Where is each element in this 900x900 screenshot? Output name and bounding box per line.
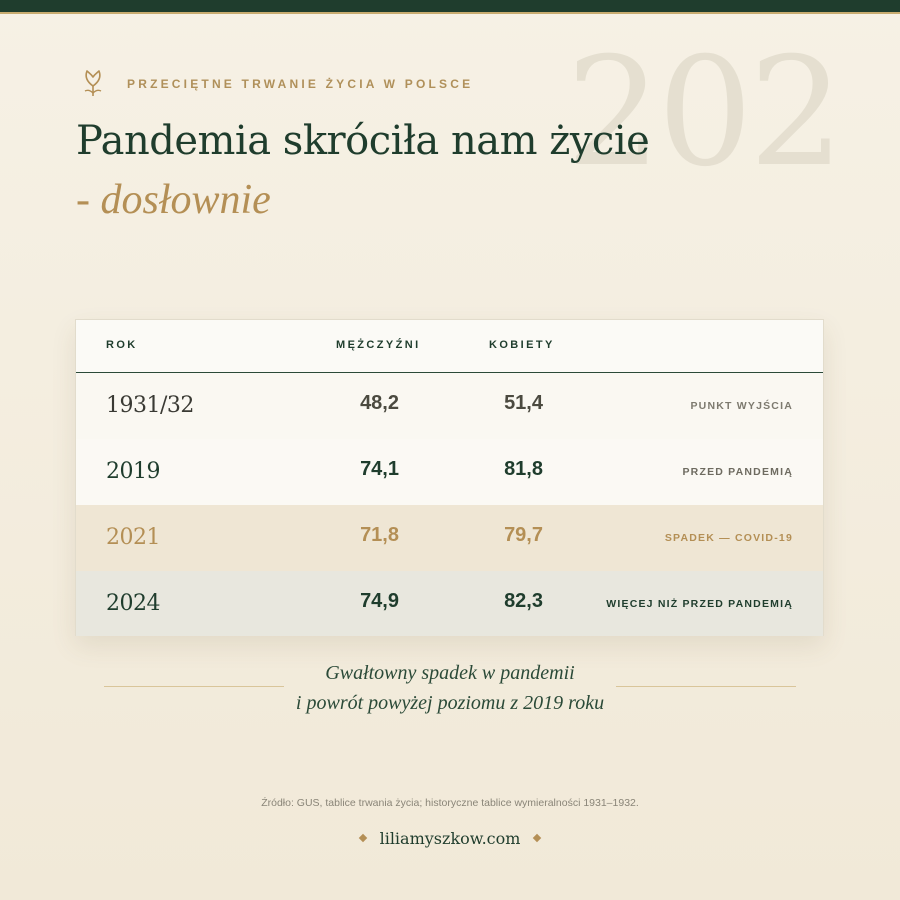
page-title: Pandemia skróciła nam życie [76,118,650,164]
column-header-men: MĘŻCZYŹNI [336,339,421,351]
table-row [76,373,823,440]
row-year: 2019 [106,459,160,484]
row-men-value: 74,9 [360,590,399,612]
row-men-value: 71,8 [360,524,399,546]
row-women-value: 79,7 [504,524,543,546]
eyebrow [78,68,473,100]
row-note: WIĘCEJ NIŻ PRZED PANDEMIĄ [606,598,793,610]
top-accent-line [0,12,900,14]
row-year: 2021 [106,525,160,550]
row-men-value: 74,1 [360,458,399,480]
caption-line-1: Gwałtowny spadek w pandemii [325,662,575,684]
top-bar [0,0,900,12]
source-note: Źródło: GUS, tablice trwania życia; historyczne tablice wymieralności 1931–1932. [261,797,639,809]
row-men-value: 48,2 [360,392,399,414]
row-women-value: 51,4 [504,392,543,414]
table-header [76,320,823,374]
column-header-year: ROK [106,339,138,351]
table-row [76,505,823,572]
row-women-value: 82,3 [504,590,543,612]
eyebrow-text: PRZECIĘTNE TRWANIE ŻYCIA W POLSCE [127,77,474,91]
page-subtitle: - dosłownie [76,177,271,223]
row-note: PUNKT WYJŚCIA [690,400,793,412]
watermark-year: 202 [566,26,841,200]
caption-line-2: i powrót powyżej poziomu z 2019 roku [295,692,605,714]
row-note: PRZED PANDEMIĄ [682,466,793,478]
table-row [76,571,823,636]
footer-website[interactable]: liliamyszkow.com [379,828,521,848]
footer [250,826,650,850]
column-header-women: KOBIETY [489,339,555,351]
tulip-icon [78,66,108,103]
life-expectancy-table [75,319,824,636]
row-women-value: 81,8 [504,458,543,480]
row-year: 2024 [106,591,160,616]
row-year: 1931/32 [106,393,194,418]
diamond-icon [533,834,541,842]
row-note: SPADEK — COVID-19 [664,532,793,544]
diamond-icon [358,834,366,842]
caption [250,658,650,718]
table-row [76,439,823,506]
